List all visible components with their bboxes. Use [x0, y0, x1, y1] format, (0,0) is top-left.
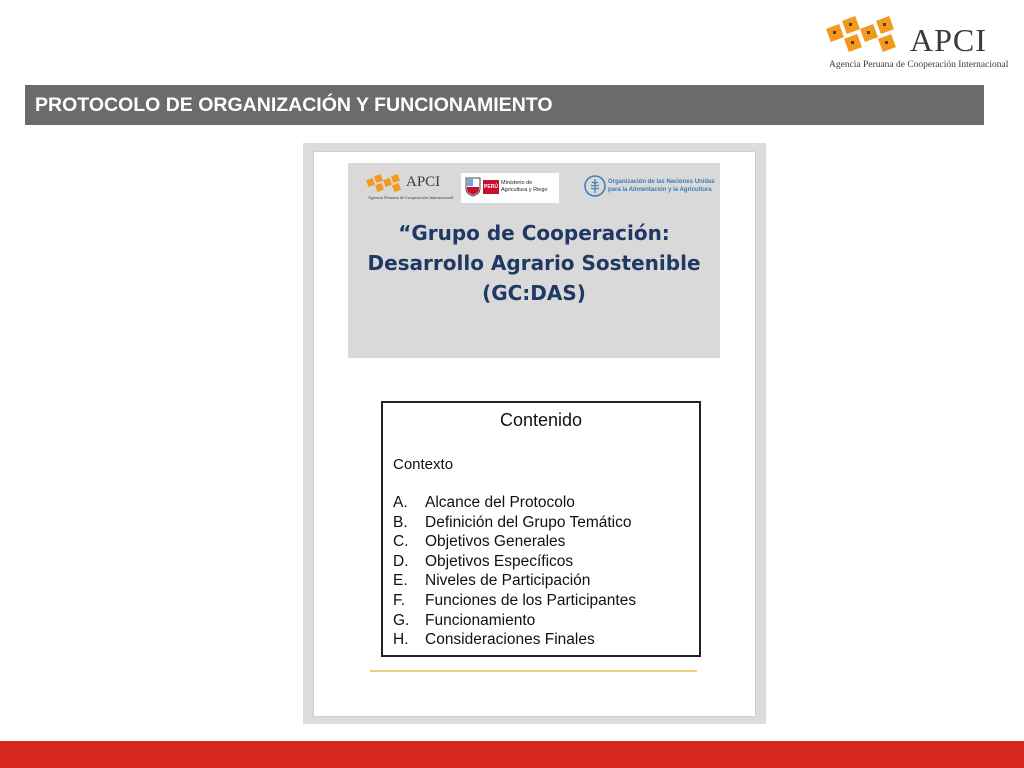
cover-apci-logo [366, 173, 456, 203]
cover-title [348, 218, 720, 308]
cover-title-line: “Grupo de Cooperación: [398, 221, 670, 245]
list-item [393, 592, 636, 612]
apci-wordmark: APCI [910, 22, 987, 58]
cover-apci-tagline: Agencia Peruana de Cooperación Internacional [368, 195, 453, 200]
peru-shield-icon [465, 177, 481, 197]
apci-mark-icon [366, 173, 402, 193]
minagri-logo [461, 173, 559, 203]
contents-heading: Contenido [499, 410, 583, 430]
cover-block [348, 163, 720, 358]
item-text: Objetivos Generales [425, 533, 566, 551]
contents-box [381, 401, 701, 657]
item-text: Definición del Grupo Temático [425, 513, 632, 531]
context-label: Contexto [393, 456, 454, 473]
fao-logo [584, 175, 720, 201]
ministry-name: Ministerio de Agricultura y Riego [501, 180, 548, 193]
item-letter: D. [393, 552, 409, 570]
list-item [393, 572, 636, 592]
fao-name: Organización de las Naciones Unidas para la Alimentación y la Agricultura [608, 179, 715, 193]
contents-list [393, 494, 636, 651]
item-letter: H. [393, 631, 409, 649]
item-text: Consideraciones Finales [425, 631, 595, 649]
cover-title-line: (GC:DAS) [482, 281, 586, 305]
item-letter: G. [393, 611, 410, 629]
fao-emblem-icon [584, 175, 606, 197]
item-text: Objetivos Específicos [425, 552, 574, 570]
list-item [393, 494, 636, 514]
list-item [393, 553, 636, 573]
item-letter: B. [393, 513, 408, 531]
apci-logo [826, 14, 1009, 74]
item-text: Niveles de Participación [425, 572, 591, 590]
item-text: Funcionamiento [425, 611, 536, 629]
item-letter: E. [393, 572, 408, 590]
peru-flag-label: PERÚ [483, 180, 499, 194]
apci-mark-icon [826, 14, 898, 54]
list-item [393, 514, 636, 534]
divider-line [370, 670, 697, 672]
item-text: Funciones de los Participantes [425, 591, 637, 609]
cover-logos [348, 163, 720, 207]
cover-apci-wordmark: APCI [406, 174, 441, 190]
footer-bar [0, 741, 1024, 768]
item-letter: A. [393, 494, 408, 511]
item-letter: F. [393, 591, 406, 609]
list-item [393, 612, 636, 632]
list-item [393, 631, 636, 651]
item-text: Alcance del Protocolo [425, 494, 575, 511]
list-item [393, 533, 636, 553]
apci-tagline: Agencia Peruana de Cooperación Internacional [829, 60, 1009, 70]
item-letter: C. [393, 533, 409, 551]
cover-title-line: Desarrollo Agrario Sostenible [367, 251, 701, 275]
page-title: PROTOCOLO DE ORGANIZACIÓN Y FUNCIONAMIENTO [35, 94, 553, 116]
title-bar [25, 85, 984, 125]
